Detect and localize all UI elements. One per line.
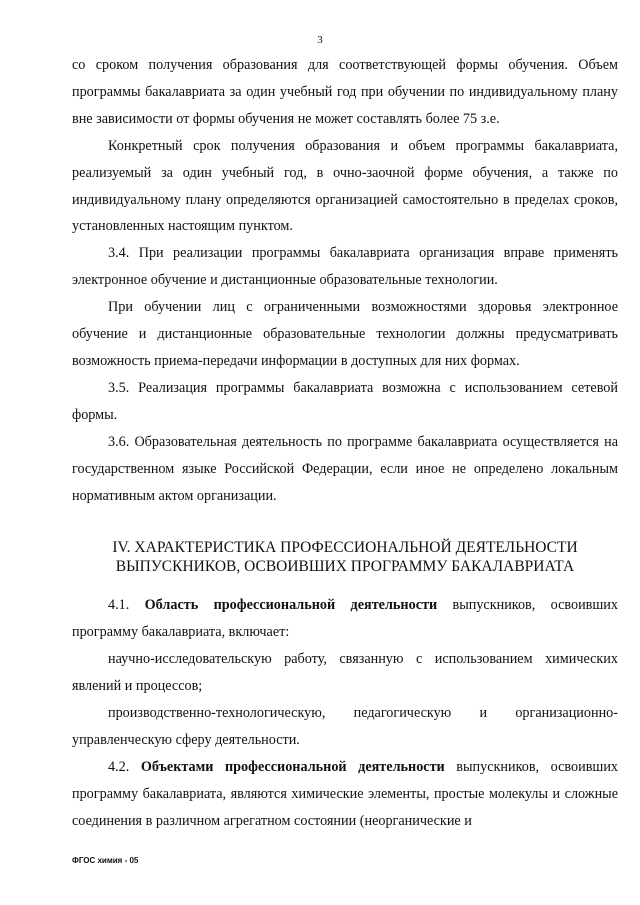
page-number: 3 [317,34,323,46]
bold-term: Область профессиональной деятельности [144,597,438,614]
item-number: 4.1. [108,597,145,614]
paragraph-3-6: 3.6. Образовательная деятельность по программе бакалавриата осуществляется на государственном языке Российской Федерации, если иное не определено локальным нормативным актом организации. [72,433,618,504]
paragraph-4-1 [72,592,618,646]
paragraph-3-5: 3.5. Реализация программы бакалавриата возможна с использованием сетевой формы. [72,379,618,423]
footer-code: ФГОС химия - 05 [72,856,139,865]
item-text: выпускников, освоивших программу бакалавриата, являются химические элементы, простые молекулы и сложные соединения в различном агрегатном состоянии (неорганические и [72,758,619,829]
item-text: выпускников, освоивших программу бакалавриата, включает: [72,597,618,641]
list-item: производственно-технологическую, педагогическую и организационно-управленческую сферу деятельности. [72,705,618,748]
paragraph: Конкретный срок получения образования и объем программы бакалавриата, реализуемый за один учебный год, в очно-заочной форме обучения, а также по индивидуальному плану определяются организацией самостоятельно в пределах сроков, установленных настоящим пунктом. [72,137,618,235]
list-item: научно-исследовательскую работу, связанную с использованием химических явлений и процессов; [72,651,618,695]
bold-term: Объектами профессиональной деятельности [140,758,445,775]
paragraph-3-4: 3.4. При реализации программы бакалавриата организация вправе применять электронное обучение и дистанционные образовательные технологии. [72,245,618,289]
item-number: 4.2. [108,758,141,775]
document-body [72,52,618,835]
paragraph-4-2 [72,754,618,835]
paragraph: со сроком получения образования для соответствующей формы обучения. Объем программы бакалавриата за один учебный год при обучении по индивидуальному плану вне зависимости от формы обучения не может составлять более 75 з.е. [72,57,618,127]
paragraph: При обучении лиц с ограниченными возможностями здоровья электронное обучение и дистанционные образовательные технологии должны предусматривать возможность приема-передачи информации в доступных для них формах. [72,299,618,369]
section-heading: IV. ХАРАКТЕРИСТИКА ПРОФЕССИОНАЛЬНОЙ ДЕЯТЕЛЬНОСТИ ВЫПУСКНИКОВ, ОСВОИВШИХ ПРОГРАММУ БАКАЛАВРИАТА [112,539,578,576]
